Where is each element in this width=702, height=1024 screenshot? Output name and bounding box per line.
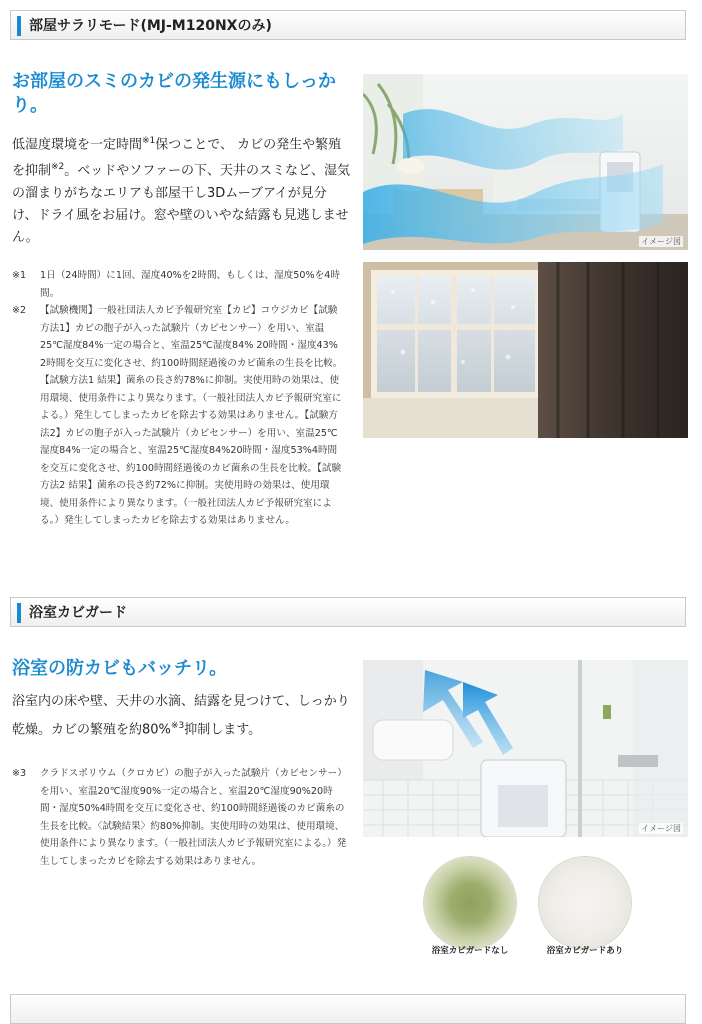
condensation-window-photo: [363, 262, 688, 438]
footnote-item: [12, 302, 345, 530]
footnote-ref: ※1: [142, 136, 156, 146]
section-title: 浴室カビガード: [29, 605, 127, 621]
footnote-item: [12, 267, 345, 302]
footnote-item: [12, 765, 349, 870]
photo-caption: イメージ図: [641, 824, 681, 833]
body-paragraph: [12, 130, 352, 249]
bathroom-airflow-photo: [363, 660, 688, 837]
living-room-airflow-photo: [363, 74, 688, 250]
body-paragraph: [12, 690, 357, 742]
footnote-list: [12, 765, 349, 870]
footnote-ref: ※3: [170, 721, 185, 731]
body-text: 。ベッドやソファーの下、天井のスミなど、湿気の溜まりがちなエリアも部屋干し3Dムーブアイが見分け、ドライ風をお届け。窓や壁のいやな結露も見逃しません。: [12, 163, 351, 245]
body-text: 低湿度環境を一定時間: [12, 137, 143, 153]
header-accent-bar: [17, 16, 21, 36]
footnote-text: 【試験機関】一般社団法人カビ予報研究室【カビ】コウジカビ【試験方法1】カビの胞子が入った試験片（カビセンサー）を用い、室温25℃湿度84%一定の場合と、室温25℃湿度84% 20時間・湿度43% 2時間を交互に変化させ、約100時間経過後のカビ菌糸の生長を比較。【試験方法1 結果】菌糸の長さ約78%に抑制。実使用時の効果は、使用環境、使用条件により異なります。（一般社団法人カビ予報研究室による。）発生してしまったカビを除去する効果はありません。【試験方法2】カビの胞子が入った試験片（カビセンサー）を用い、室温25℃湿度84%一定の場合と、室温25℃湿度84%20時間・湿度53%4時間を交互に変化させ、約100時間経過後のカビ菌糸の生長を比較。【試験方法2 結果】菌糸の長さ約72%に抑制。実使用時の効果は、使用環境、使用条件により異なります。（一般社団法人カビ予報研究室による。）発生してしまったカビを除去する効果はありません。: [40, 305, 343, 526]
dish-without-guard: [424, 857, 516, 949]
photo-caption: イメージ図: [641, 237, 681, 246]
footnote-ref: ※2: [51, 162, 65, 173]
footnote-text: 1日（24時間）に1回、湿度40%を2時間、もしくは、湿度50%を4時間。: [40, 270, 340, 299]
body-text: 浴室内の床や壁、天井の水滴、結露を見つけて、しっかり乾燥。カビの繁殖を約80%: [12, 694, 350, 738]
footnote-mark: ※1: [12, 270, 27, 281]
header-accent-bar: [17, 603, 21, 623]
lead-heading: 浴室の防カビもバッチリ。: [12, 658, 228, 679]
footnote-mark: ※2: [12, 305, 27, 316]
footnote-list: [12, 267, 345, 530]
body-text: 抑制します。: [184, 722, 262, 738]
section-header-room-mode: [10, 10, 686, 40]
section-header-bath-guard: [10, 597, 686, 627]
dish-label-without: 浴室カビガードなし: [431, 946, 509, 956]
footnote-text: クラドスポリウム（クロカビ）の胞子が入った試験片（カビセンサー）を用い、室温20℃湿度90%一定の場合と、室温20℃湿度90%20時間・湿度50%4時間を交互に変化させ、約100時間経過後のカビ菌糸の生長を比較。〈試験結果〉約80%抑制。実使用時の効果は、使用環境、使用条件により異なります。（一般社団法人カビ予報研究室による。）発生してしまったカビを除去する効果はありません。: [40, 768, 347, 867]
dish-with-guard: [539, 857, 631, 949]
dish-label-with: 浴室カビガードあり: [546, 946, 624, 956]
section-header-next: [10, 994, 686, 1024]
section-title: 部屋サラリモード(MJ-M120NXのみ): [29, 18, 272, 34]
lead-heading: お部屋のスミのカビの発生源にもしっかり。: [12, 71, 336, 116]
body-text: 保つことで、 カビの発生や繁殖を抑制: [12, 137, 342, 179]
footnote-mark: ※3: [12, 768, 27, 779]
